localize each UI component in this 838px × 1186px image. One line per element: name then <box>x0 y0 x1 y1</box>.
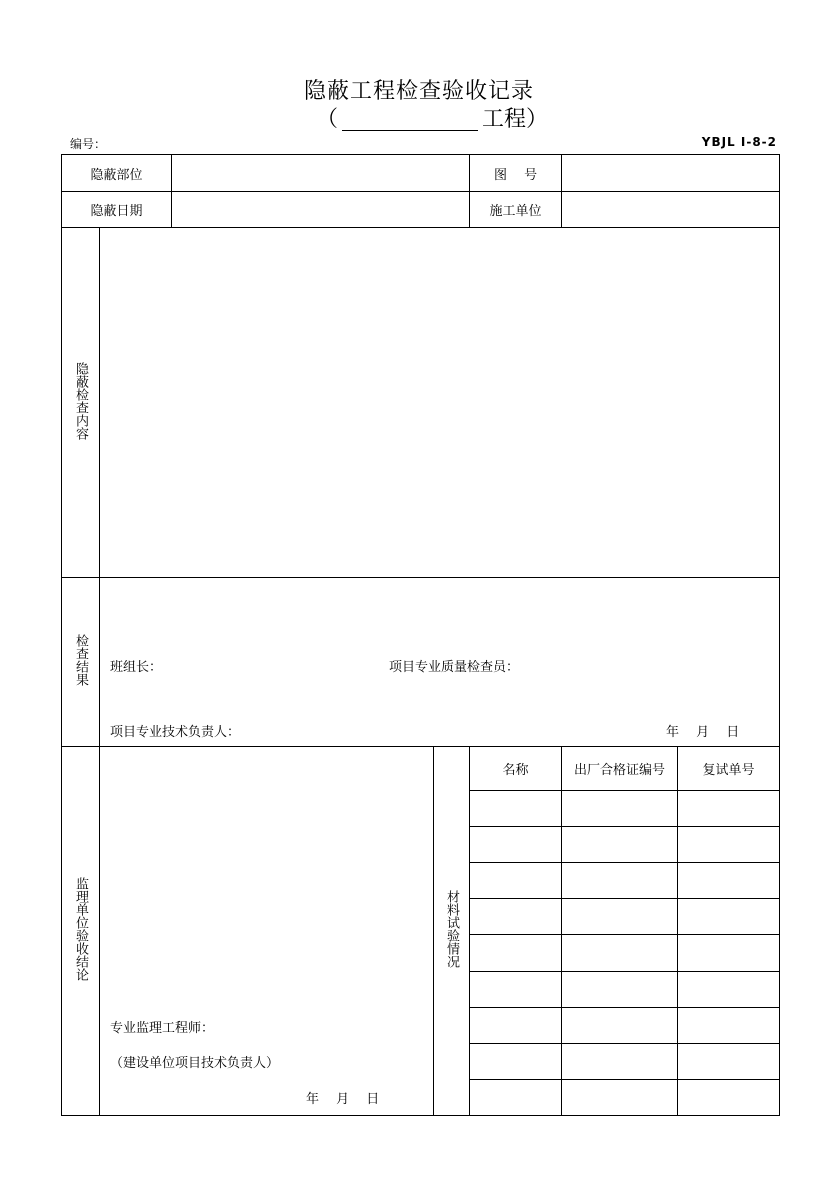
contractor-value[interactable] <box>562 192 780 228</box>
materials-header-retest: 复试单号 <box>678 747 780 791</box>
result-label-cell <box>62 578 100 747</box>
content-label-cell <box>62 228 100 578</box>
project-subtitle <box>316 102 548 133</box>
material-retest-cell[interactable] <box>678 863 780 899</box>
location-label: 隐蔽部位 <box>62 155 172 192</box>
material-cert-cell[interactable] <box>562 863 678 899</box>
drawing-number-label: 图 号 <box>470 155 562 192</box>
material-name-cell[interactable] <box>470 1079 562 1115</box>
result-area[interactable] <box>100 578 780 747</box>
material-cert-cell[interactable] <box>562 935 678 971</box>
materials-label-cell <box>434 747 470 1116</box>
material-name-cell[interactable] <box>470 1007 562 1043</box>
material-retest-cell[interactable] <box>678 1043 780 1079</box>
result-label: 检查结果 <box>73 634 88 686</box>
location-value[interactable] <box>172 155 470 192</box>
material-retest-cell[interactable] <box>678 1079 780 1115</box>
contractor-label: 施工单位 <box>470 192 562 228</box>
supervising-engineer-label: 专业监理工程师： <box>110 1021 215 1036</box>
material-cert-cell[interactable] <box>562 1079 678 1115</box>
material-retest-cell[interactable] <box>678 899 780 935</box>
material-name-cell[interactable] <box>470 935 562 971</box>
quality-inspector-label: 项目专业质量检查员： <box>389 660 520 675</box>
supervision-label: 监理单位验收结论 <box>73 877 88 981</box>
material-retest-cell[interactable] <box>678 791 780 827</box>
date-value[interactable] <box>172 192 470 228</box>
material-name-cell[interactable] <box>470 791 562 827</box>
record-number-label: 编号： <box>70 137 107 151</box>
material-retest-cell[interactable] <box>678 935 780 971</box>
supervision-area[interactable] <box>100 747 434 1116</box>
material-cert-cell[interactable] <box>562 1043 678 1079</box>
subtitle-open: （ <box>316 107 339 132</box>
material-retest-cell[interactable] <box>678 1007 780 1043</box>
materials-label: 材料试验情况 <box>444 890 460 968</box>
tech-lead-label: 项目专业技术负责人： <box>110 725 241 740</box>
material-cert-cell[interactable] <box>562 1007 678 1043</box>
result-date: 年 月 日 <box>666 725 740 740</box>
inspection-form <box>61 154 780 1116</box>
material-retest-cell[interactable] <box>678 971 780 1007</box>
drawing-number-value[interactable] <box>562 155 780 192</box>
content-label: 隐蔽检查内容 <box>73 361 88 440</box>
supervision-date: 年 月 日 <box>306 1092 380 1107</box>
owner-representative-label: （建设单位项目技术负责人） <box>110 1056 280 1071</box>
material-retest-cell[interactable] <box>678 827 780 863</box>
material-cert-cell[interactable] <box>562 971 678 1007</box>
materials-header-name: 名称 <box>470 747 562 791</box>
material-name-cell[interactable] <box>470 1043 562 1079</box>
material-name-cell[interactable] <box>470 899 562 935</box>
material-name-cell[interactable] <box>470 863 562 899</box>
date-label: 隐蔽日期 <box>62 192 172 228</box>
material-cert-cell[interactable] <box>562 791 678 827</box>
material-name-cell[interactable] <box>470 827 562 863</box>
material-cert-cell[interactable] <box>562 899 678 935</box>
content-area[interactable] <box>100 228 780 578</box>
materials-header-cert: 出厂合格证编号 <box>562 747 678 791</box>
material-name-cell[interactable] <box>470 971 562 1007</box>
page-title: 隐蔽工程检查验收记录 <box>303 79 534 104</box>
supervision-label-cell <box>62 747 100 1116</box>
team-leader-label: 班组长： <box>110 660 163 675</box>
project-name-blank[interactable] <box>342 108 478 131</box>
form-code: YBJL Ⅰ-8-2 <box>701 135 777 149</box>
material-cert-cell[interactable] <box>562 827 678 863</box>
subtitle-suffix: 工程） <box>482 107 549 132</box>
